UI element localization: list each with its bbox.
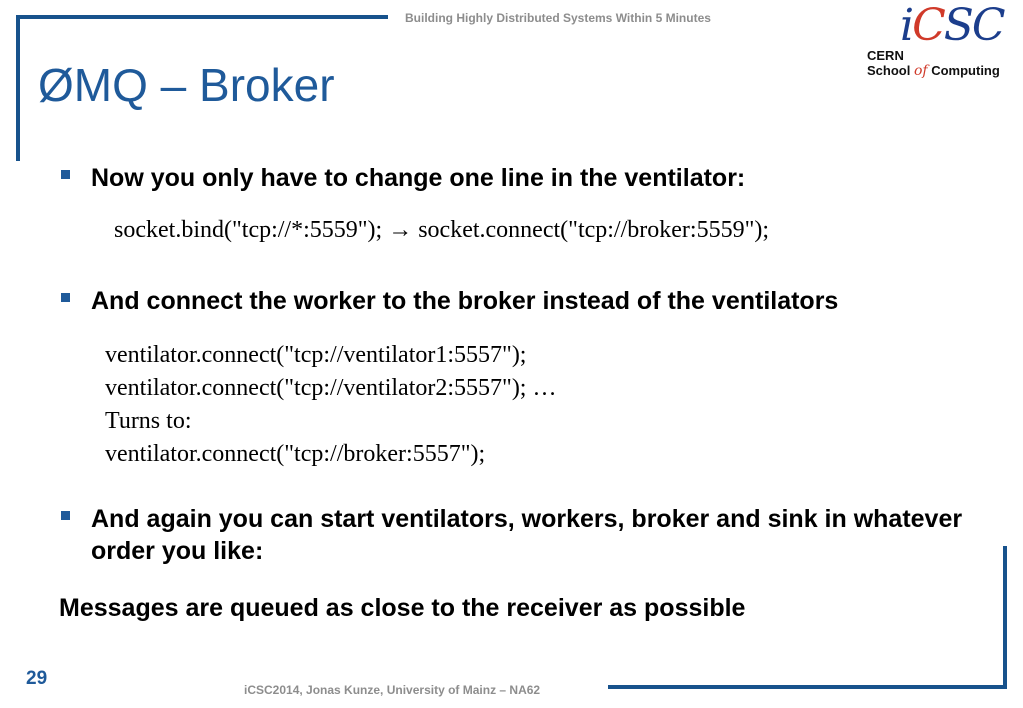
logo-cern-text: CERN	[867, 48, 904, 63]
bullet-3-text: And again you can start ventilators, workers, broker and sink in whatever order you like:	[91, 505, 963, 565]
icsc-logo	[866, 0, 1016, 86]
code-line: Turns to:	[105, 408, 192, 434]
code-block-1: socket.bind("tcp://*:5559"); → socket.connect("tcp://broker:5559");	[114, 217, 770, 243]
conclusion-text: Messages are queued as close to the receiver as possible	[59, 594, 746, 622]
code-line: ventilator.connect("tcp://broker:5557");	[105, 441, 486, 467]
bullet-marker	[61, 170, 70, 179]
page-number: 29	[26, 668, 48, 689]
frame-line-top	[16, 15, 388, 19]
slide-title: ØMQ – Broker	[38, 59, 335, 111]
code-line: ventilator.connect("tcp://ventilator1:5557");	[105, 342, 527, 368]
code-line: ventilator.connect("tcp://ventilator2:5557"); …	[105, 375, 557, 401]
bullet-marker	[61, 511, 70, 520]
bullet-2-text: And connect the worker to the broker instead of the ventilators	[91, 287, 839, 315]
course-title: Building Highly Distributed Systems Within 5 Minutes	[405, 11, 711, 25]
frame-line-right	[1003, 546, 1007, 689]
frame-line-bottom	[608, 685, 1007, 689]
logo-school-text: School of Computing	[867, 63, 1000, 79]
bullet-1-text: Now you only have to change one line in the ventilator:	[91, 164, 746, 192]
icsc-wordmark: iCSC	[900, 0, 1004, 51]
frame-line-left	[16, 15, 20, 161]
bullet-marker	[61, 293, 70, 302]
footer-credit: iCSC2014, Jonas Kunze, University of Mainz – NA62	[244, 683, 541, 697]
